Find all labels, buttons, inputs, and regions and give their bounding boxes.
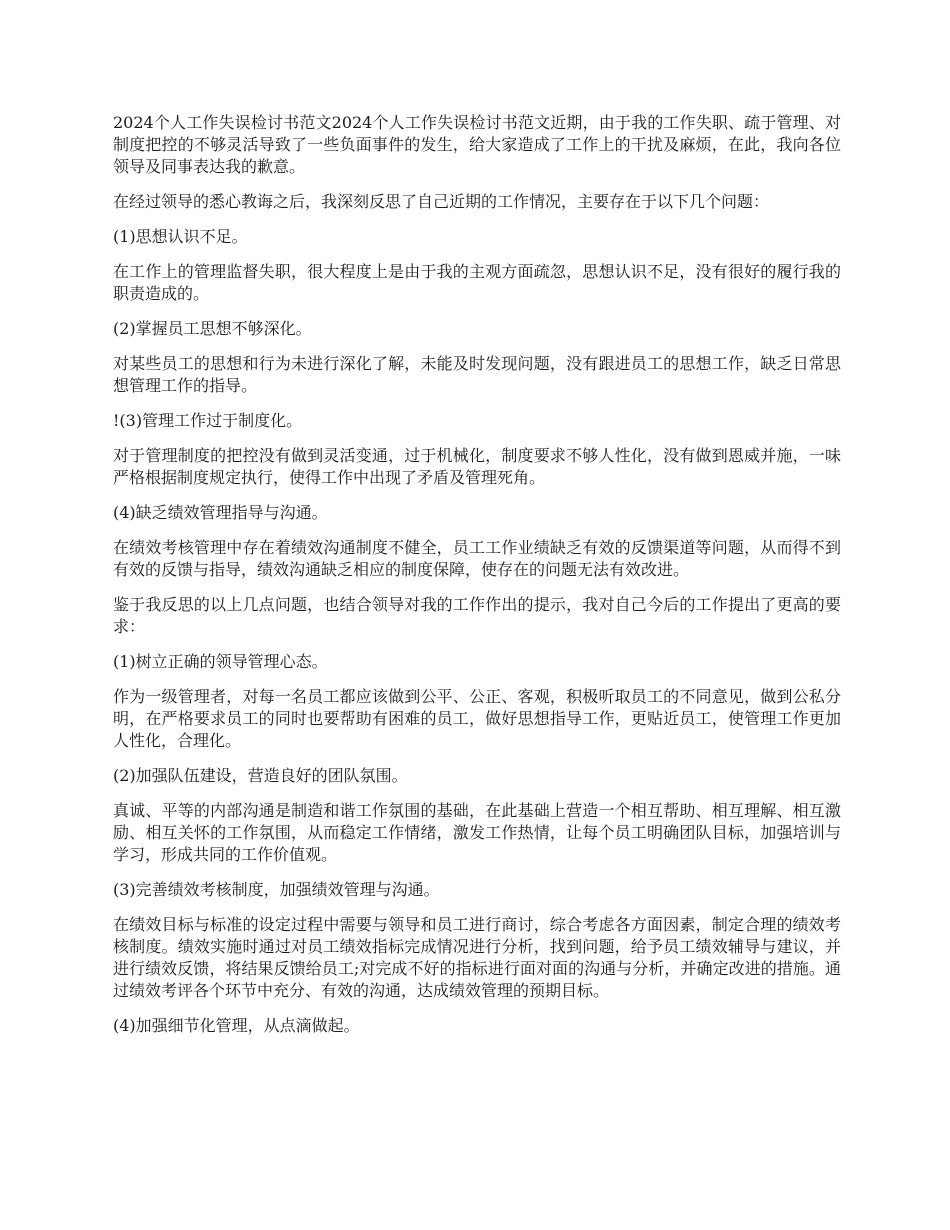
problem-body-2: 对某些员工的思想和行为未进行深化了解，未能及时发现问题，没有跟进员工的思想工作，缺乏日常思想管理工作的指导。 [113,354,841,395]
problem-body-4: 在绩效考核管理中存在着绩效沟通制度不健全，员工工作业绩缺乏有效的反馈渠道等问题，从而得不到有效的反馈与指导，绩效沟通缺乏相应的制度保障，使存在的问题无法有效改进。 [113,538,841,579]
problem-heading-2: (2)掌握员工思想不够深化。 [113,319,312,338]
requirement-heading-1: (1)树立正确的领导管理心态。 [113,652,328,671]
paragraph-intro: 2024个人工作失误检讨书范文2024个人工作失误检讨书范文近期，由于我的工作失职、疏于管理、对制度把控的不够灵活导致了一些负面事件的发生，给大家造成了工作上的干扰及麻烦，在此，我向各位领导及同事表达我的歉意。 [113,113,841,176]
requirement-heading-4: (4)加强细节化管理，从点滴做起。 [113,1016,360,1035]
requirement-heading-3: (3)完善绩效考核制度，加强绩效管理与沟通。 [113,880,440,899]
paragraph-reflection: 在经过领导的悉心教诲之后，我深刻反思了自己近期的工作情况，主要存在于以下几个问题： [113,192,770,211]
problem-heading-3: !(3)管理工作过于制度化。 [113,411,303,430]
requirement-body-2: 真诚、平等的内部沟通是制造和谐工作氛围的基础，在此基础上营造一个相互帮助、相互理解、相互激励、相互关怀的工作氛围，从而稳定工作情绪，激发工作热情，让每个员工明确团队目标，加强培训与学习，形成共同的工作价值观。 [113,801,841,864]
requirement-body-3: 在绩效目标与标准的设定过程中需要与领导和员工进行商讨，综合考虑各方面因素，制定合理的绩效考核制度。绩效实施时通过对员工绩效指标完成情况进行分析，找到问题，给予员工绩效辅导与建议，并进行绩效反馈，将结果反馈给员工;对完成不好的指标进行面对面的沟通与分析，并确定改进的措施。通过绩效考评各个环节中充分、有效的沟通，达成绩效管理的预期目标。 [113,915,841,1000]
document-page [113,112,841,1050]
paragraph-requirements: 鉴于我反思的以上几点问题，也结合领导对我的工作作出的提示，我对自己今后的工作提出了更高的要求： [113,595,841,636]
requirement-heading-2: (2)加强队伍建设，营造良好的团队氛围。 [113,766,408,785]
problem-body-1: 在工作上的管理监督失职，很大程度上是由于我的主观方面疏忽，思想认识不足，没有很好的履行我的职责造成的。 [113,262,841,303]
requirement-body-1: 作为一级管理者，对每一名员工都应该做到公平、公正、客观，积极听取员工的不同意见，做到公私分明，在严格要求员工的同时也要帮助有困难的员工，做好思想指导工作，更贴近员工，使管理工作更加人性化，合理化。 [113,687,841,750]
problem-body-3: 对于管理制度的把控没有做到灵活变通，过于机械化，制度要求不够人性化，没有做到恩威并施，一味严格根据制度规定执行，使得工作中出现了矛盾及管理死角。 [113,446,841,487]
problem-heading-4: (4)缺乏绩效管理指导与沟通。 [113,503,328,522]
problem-heading-1: (1)思想认识不足。 [113,227,248,246]
